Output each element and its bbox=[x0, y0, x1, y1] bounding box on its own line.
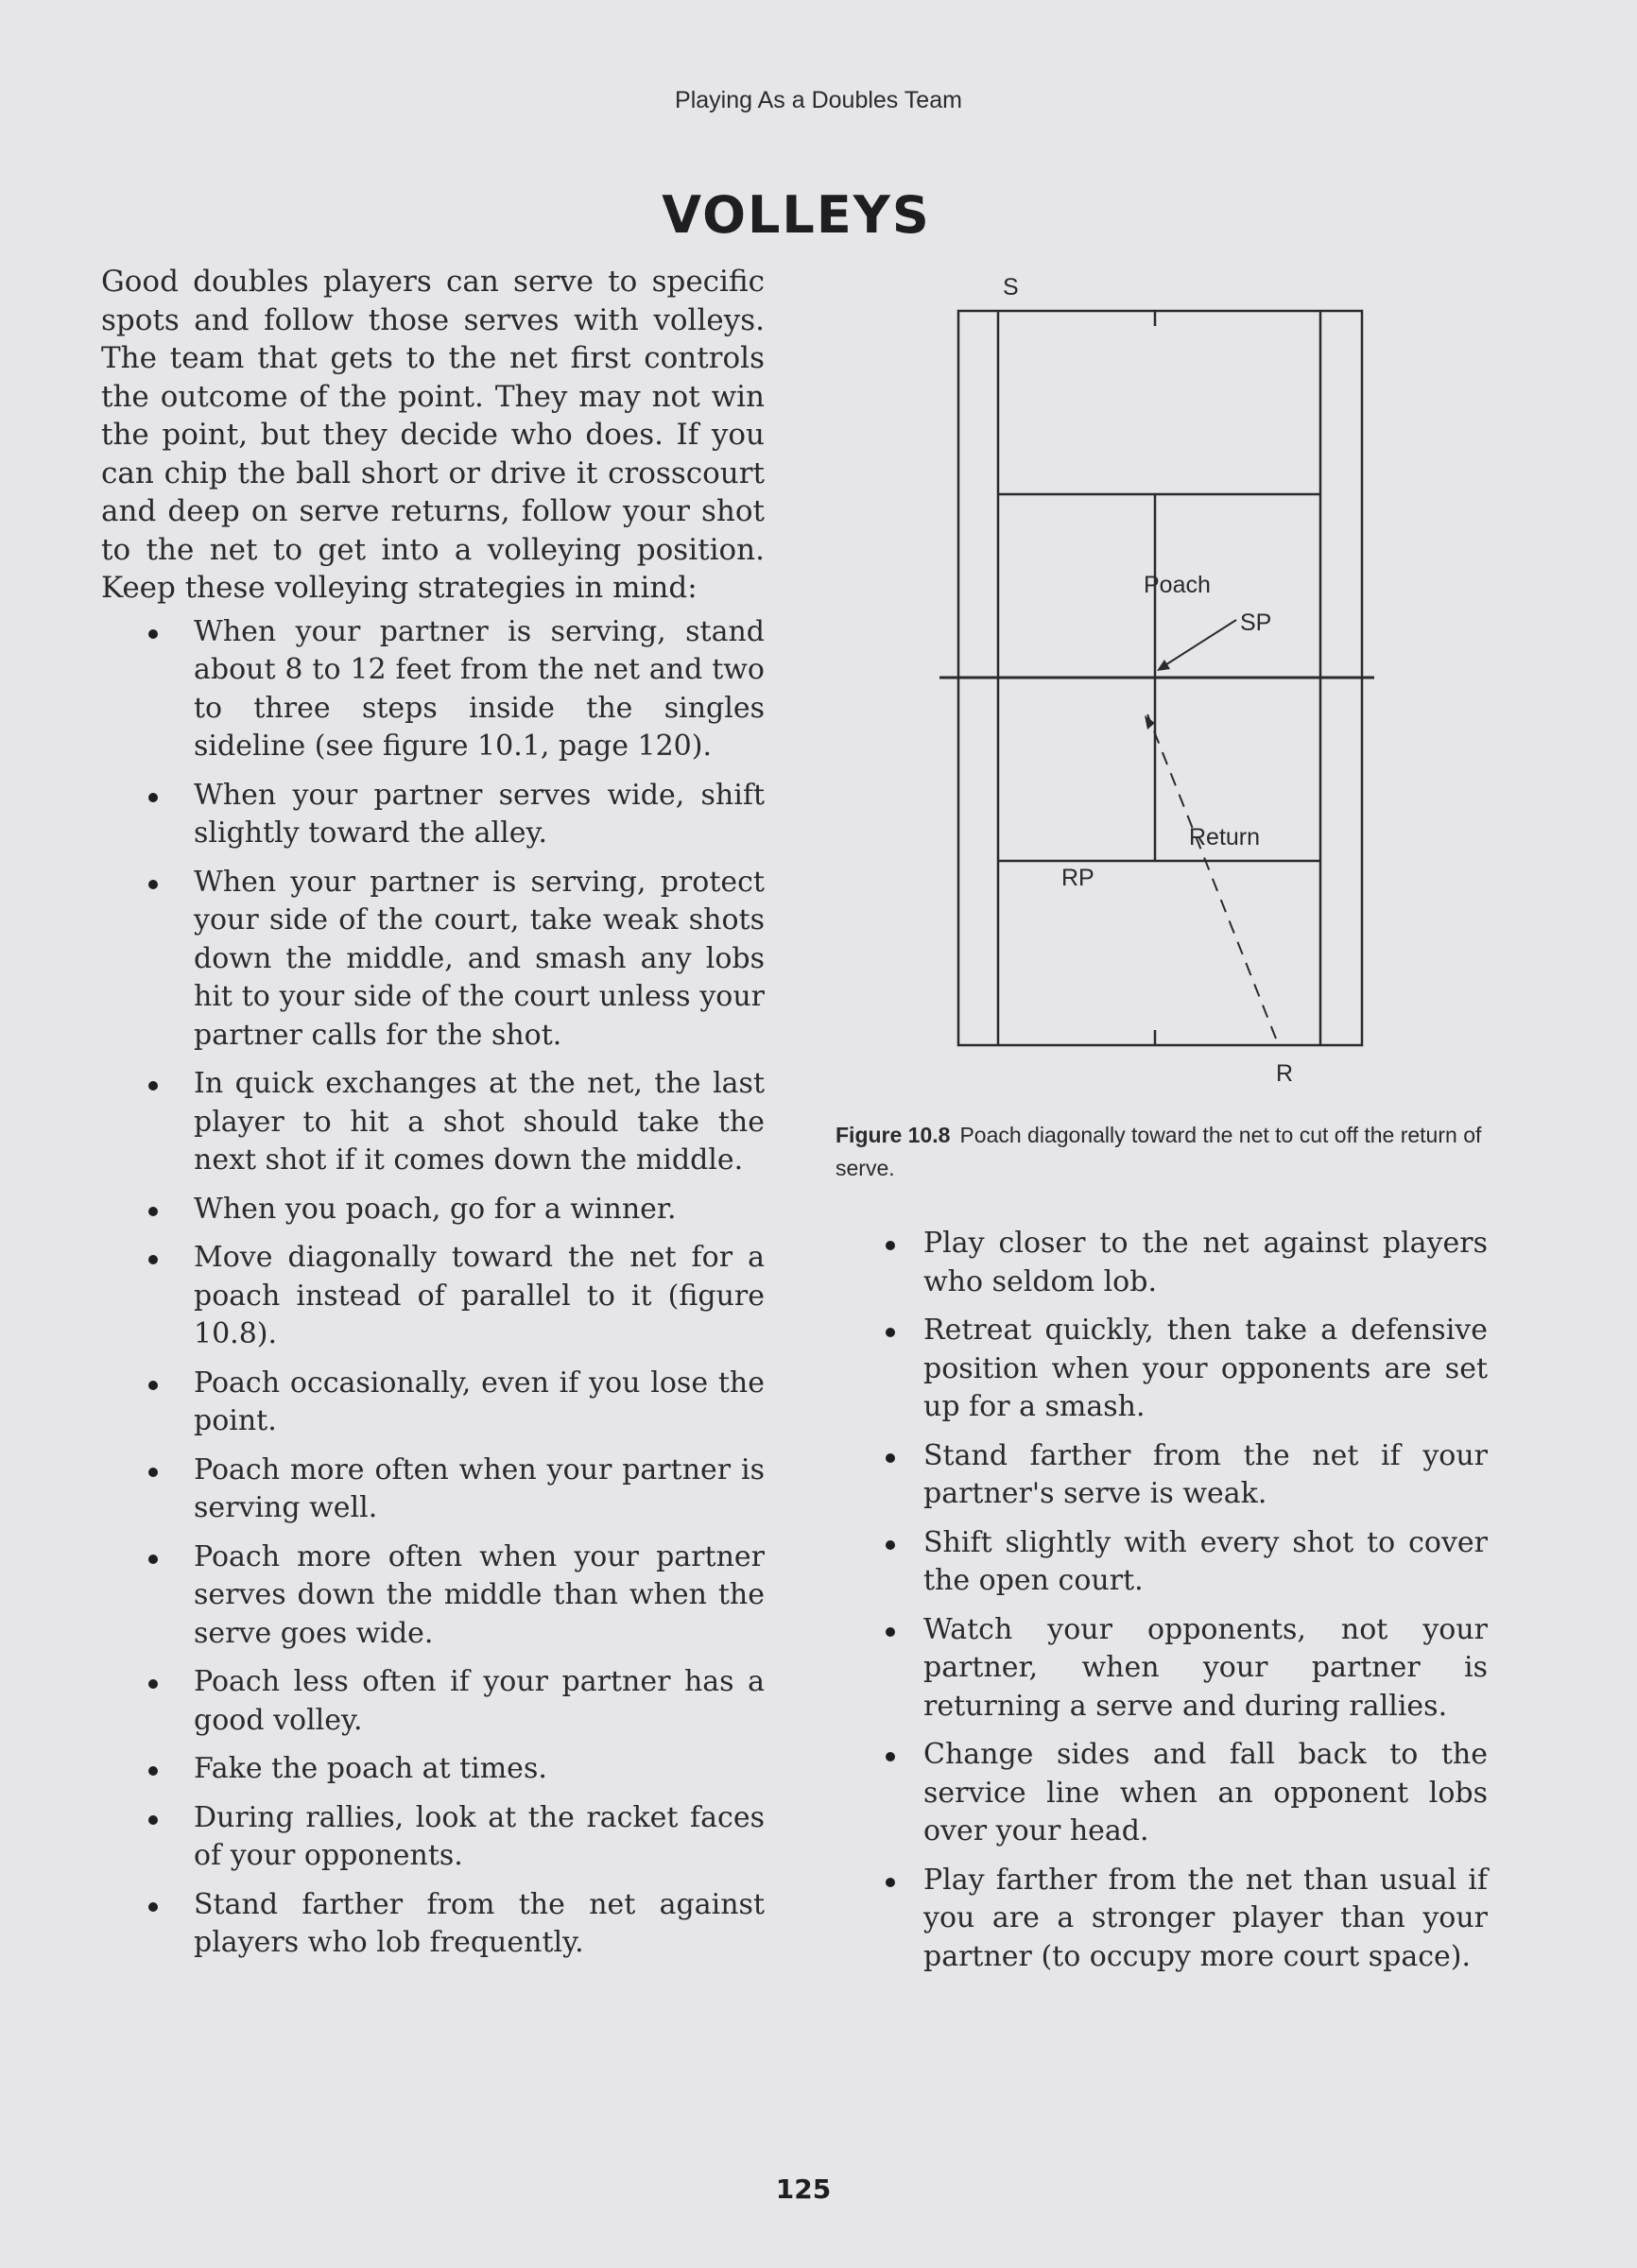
bullet-icon bbox=[886, 1540, 895, 1550]
court-diagram-svg bbox=[936, 265, 1380, 1096]
court-diagram bbox=[936, 265, 1380, 1096]
list-item-text: In quick exchanges at the net, the last player to hit a shot should take the next shot if it comes down the middle. bbox=[194, 1067, 765, 1177]
list-item-text: Shift slightly with every shot to cover the open court. bbox=[923, 1525, 1488, 1597]
left-column bbox=[101, 263, 765, 1973]
bullet-icon bbox=[148, 1081, 158, 1091]
list-item-text: Change sides and fall back to the service line when an opponent lobs over your head. bbox=[923, 1738, 1488, 1847]
list-item bbox=[101, 864, 765, 1056]
list-item-text: During rallies, look at the racket faces of your opponents. bbox=[194, 1800, 765, 1872]
label-server-partner: SP bbox=[1240, 610, 1272, 636]
list-item bbox=[101, 1452, 765, 1528]
figure-label: Figure 10.8 bbox=[836, 1123, 951, 1147]
poach-arrowhead bbox=[1157, 660, 1170, 671]
bullet-icon bbox=[148, 1207, 158, 1216]
label-receiver: R bbox=[1276, 1060, 1294, 1087]
list-item bbox=[832, 1225, 1488, 1301]
list-item-text: When your partner is serving, stand about 8 to 12 feet from the net and two to three steps inside the singles sideline (see figure 10.1, page 120). bbox=[194, 614, 765, 763]
list-item-text: Move diagonally toward the net for a poach instead of parallel to it (figure 10.8). bbox=[194, 1241, 765, 1350]
list-item bbox=[832, 1862, 1488, 1977]
list-item bbox=[101, 1799, 765, 1876]
label-poach: Poach bbox=[1144, 572, 1211, 598]
bullet-icon bbox=[148, 793, 158, 802]
list-item bbox=[101, 1239, 765, 1354]
bullet-icon bbox=[148, 1555, 158, 1564]
list-item-text: Stand farther from the net against players who lob frequently. bbox=[194, 1887, 765, 1959]
list-item-text: Retreat quickly, then take a defensive position when your opponents are set up for a smash. bbox=[923, 1314, 1488, 1423]
list-item-text: Poach more often when your partner serves down the middle than when the serve goes wide. bbox=[194, 1539, 765, 1650]
intro-paragraph: Good doubles players can serve to specific spots and follow those serves with volleys. The team that gets to the net first controls the outcome of the point. They may not win the point, but they decide who does. If you can chip the ball short or drive it crosscourt and deep on serve returns, follow your shot to the net to get into a volleying position. Keep these volleying strategies in mind: bbox=[101, 265, 765, 605]
list-item-text: Play closer to the net against players who seldom lob. bbox=[923, 1227, 1488, 1298]
list-item-text: Fake the poach at times. bbox=[194, 1752, 547, 1785]
bullet-icon bbox=[886, 1453, 895, 1463]
list-item-text: When you poach, go for a winner. bbox=[194, 1192, 677, 1226]
figure-caption bbox=[836, 1119, 1497, 1185]
list-item bbox=[101, 1750, 765, 1789]
list-item bbox=[101, 1191, 765, 1229]
figure-caption-text: Poach diagonally toward the net to cut off the return of serve. bbox=[836, 1123, 1482, 1180]
bullet-icon bbox=[148, 1815, 158, 1825]
list-item-text: Poach more often when your partner is serving well. bbox=[194, 1452, 765, 1524]
list-item bbox=[101, 1365, 765, 1441]
list-item bbox=[101, 777, 765, 853]
return-dashed-path bbox=[1147, 714, 1276, 1039]
bullet-icon bbox=[148, 1468, 158, 1477]
label-return: Return bbox=[1189, 824, 1261, 850]
bullet-icon bbox=[148, 1679, 158, 1689]
bullet-icon bbox=[886, 1752, 895, 1761]
right-column bbox=[832, 1225, 1488, 1986]
running-head: Playing As a Doubles Team bbox=[675, 87, 962, 113]
list-item bbox=[832, 1437, 1488, 1514]
bullet-icon bbox=[148, 629, 158, 639]
list-item bbox=[832, 1312, 1488, 1427]
list-item-text: Poach less often if your partner has a good volley. bbox=[194, 1665, 765, 1737]
bullet-icon bbox=[148, 1255, 158, 1264]
section-title: VOLLEYS bbox=[662, 185, 931, 245]
list-item bbox=[832, 1736, 1488, 1851]
bullet-icon bbox=[886, 1241, 895, 1250]
list-item-text: When your partner serves wide, shift slightly toward the alley. bbox=[194, 778, 765, 850]
list-item bbox=[832, 1524, 1488, 1601]
list-item bbox=[832, 1611, 1488, 1727]
list-item-text: Watch your opponents, not your partner, when your partner is returning a serve and during rallies. bbox=[923, 1612, 1488, 1723]
list-item-text: Poach occasionally, even if you lose the point. bbox=[194, 1366, 765, 1437]
left-bullet-list bbox=[101, 613, 765, 1963]
bullet-icon bbox=[886, 1878, 895, 1887]
list-item-text: Play farther from the net than usual if you are a stronger player than your partner (to occupy more court space). bbox=[923, 1863, 1488, 1973]
bullet-icon bbox=[148, 1902, 158, 1912]
bullet-icon bbox=[148, 1381, 158, 1390]
list-item bbox=[101, 1538, 765, 1654]
list-item-text: Stand farther from the net if your partner's serve is weak. bbox=[923, 1438, 1488, 1510]
bullet-icon bbox=[886, 1328, 895, 1337]
right-bullet-list bbox=[832, 1225, 1488, 1976]
label-server: S bbox=[1003, 274, 1019, 301]
return-arrowhead bbox=[1145, 715, 1155, 730]
bullet-icon bbox=[148, 1766, 158, 1776]
bullet-icon bbox=[886, 1627, 895, 1637]
list-item bbox=[101, 1663, 765, 1740]
poach-arrow-shaft bbox=[1161, 620, 1236, 668]
list-item bbox=[101, 1065, 765, 1180]
list-item bbox=[101, 613, 765, 766]
list-item-text: When your partner is serving, protect your side of the court, take weak shots down the middle, and smash any lobs hit to your side of the court unless your partner calls for the shot. bbox=[194, 865, 765, 1052]
list-item bbox=[101, 1886, 765, 1963]
label-receiver-partner: RP bbox=[1061, 865, 1094, 891]
bullet-icon bbox=[148, 880, 158, 889]
page-number: 125 bbox=[775, 2174, 832, 2205]
